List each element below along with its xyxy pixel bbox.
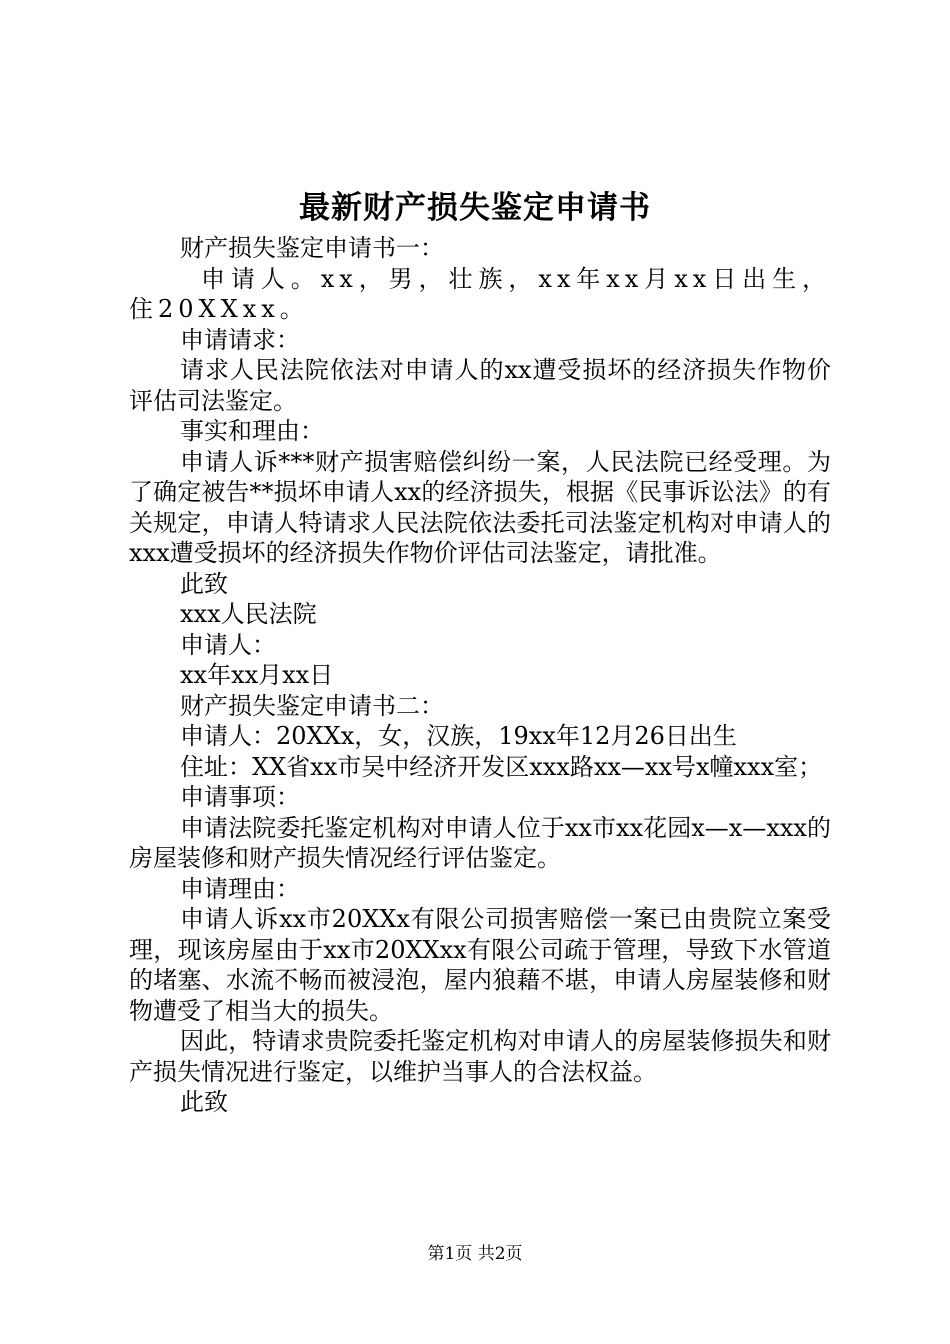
paragraph-reasons-heading: 申请理由： [180,874,300,903]
paragraph-conclusion: 因此，特请求贵院委托鉴定机构对申请人的房屋装修损失和财产损失情况进行鉴定，以维护当事人的合法权益。 [129,1027,831,1086]
paragraph-matters-heading: 申请事项： [180,783,300,811]
paragraph-section-2-heading: 财产损失鉴定申请书二： [180,691,444,720]
paragraph-court: xxx人民法院 [180,600,317,628]
paragraph-applicant-1: 申请人。xx，男，壮族，xx年xx月xx日出生，住20XXxx。 [129,264,831,323]
document-body [129,233,831,1118]
paragraph-date: xx年xx月xx日 [180,661,334,689]
paragraph-section-1-heading: 财产损失鉴定申请书一： [180,234,444,262]
paragraph-facts-heading: 事实和理由： [180,417,324,445]
paragraph-applicant-2: 申请人：20XXx，女，汉族，19xx年12月26日出生 [180,722,737,750]
page-number: 第1页 共2页 [427,1244,523,1264]
document-title: 最新财产损失鉴定申请书 [299,190,651,226]
paragraph-request-heading: 申请请求： [180,325,300,354]
paragraph-salutation-2: 此致 [180,1088,228,1116]
paragraph-address: 住址：XX省xx市吴中经济开发区xxx路xx—xx号x幢xxx室； [180,752,823,781]
paragraph-signature-label: 申请人： [180,630,276,659]
paragraph-facts: 申请人诉***财产损害赔偿纠纷一案，人民法院已经受理。为了确定被告**损坏申请人xx的经济损失，根据《民事诉讼法》的有关规定，申请人特请求人民法院依法委托司法鉴定机构对申请人的xxx遭受损坏的经济损失作物价评估司法鉴定，请批准。 [129,447,831,567]
paragraph-salutation-1: 此致 [180,569,228,598]
paragraph-matters: 申请法院委托鉴定机构对申请人位于xx市xx花园x—x—xxx的房屋装修和财产损失情况经行评估鉴定。 [129,813,831,872]
paragraph-reasons: 申请人诉xx市20XXx有限公司损害赔偿一案已由贵院立案受理，现该房屋由于xx市20XXxx有限公司疏于管理，导致下水管道的堵塞、水流不畅而被浸泡，屋内狼藉不堪，申请人房屋装修和财物遭受了相当大的损失。 [129,905,831,1025]
paragraph-request: 请求人民法院依法对申请人的xx遭受损坏的经济损失作物价评估司法鉴定。 [129,356,831,415]
